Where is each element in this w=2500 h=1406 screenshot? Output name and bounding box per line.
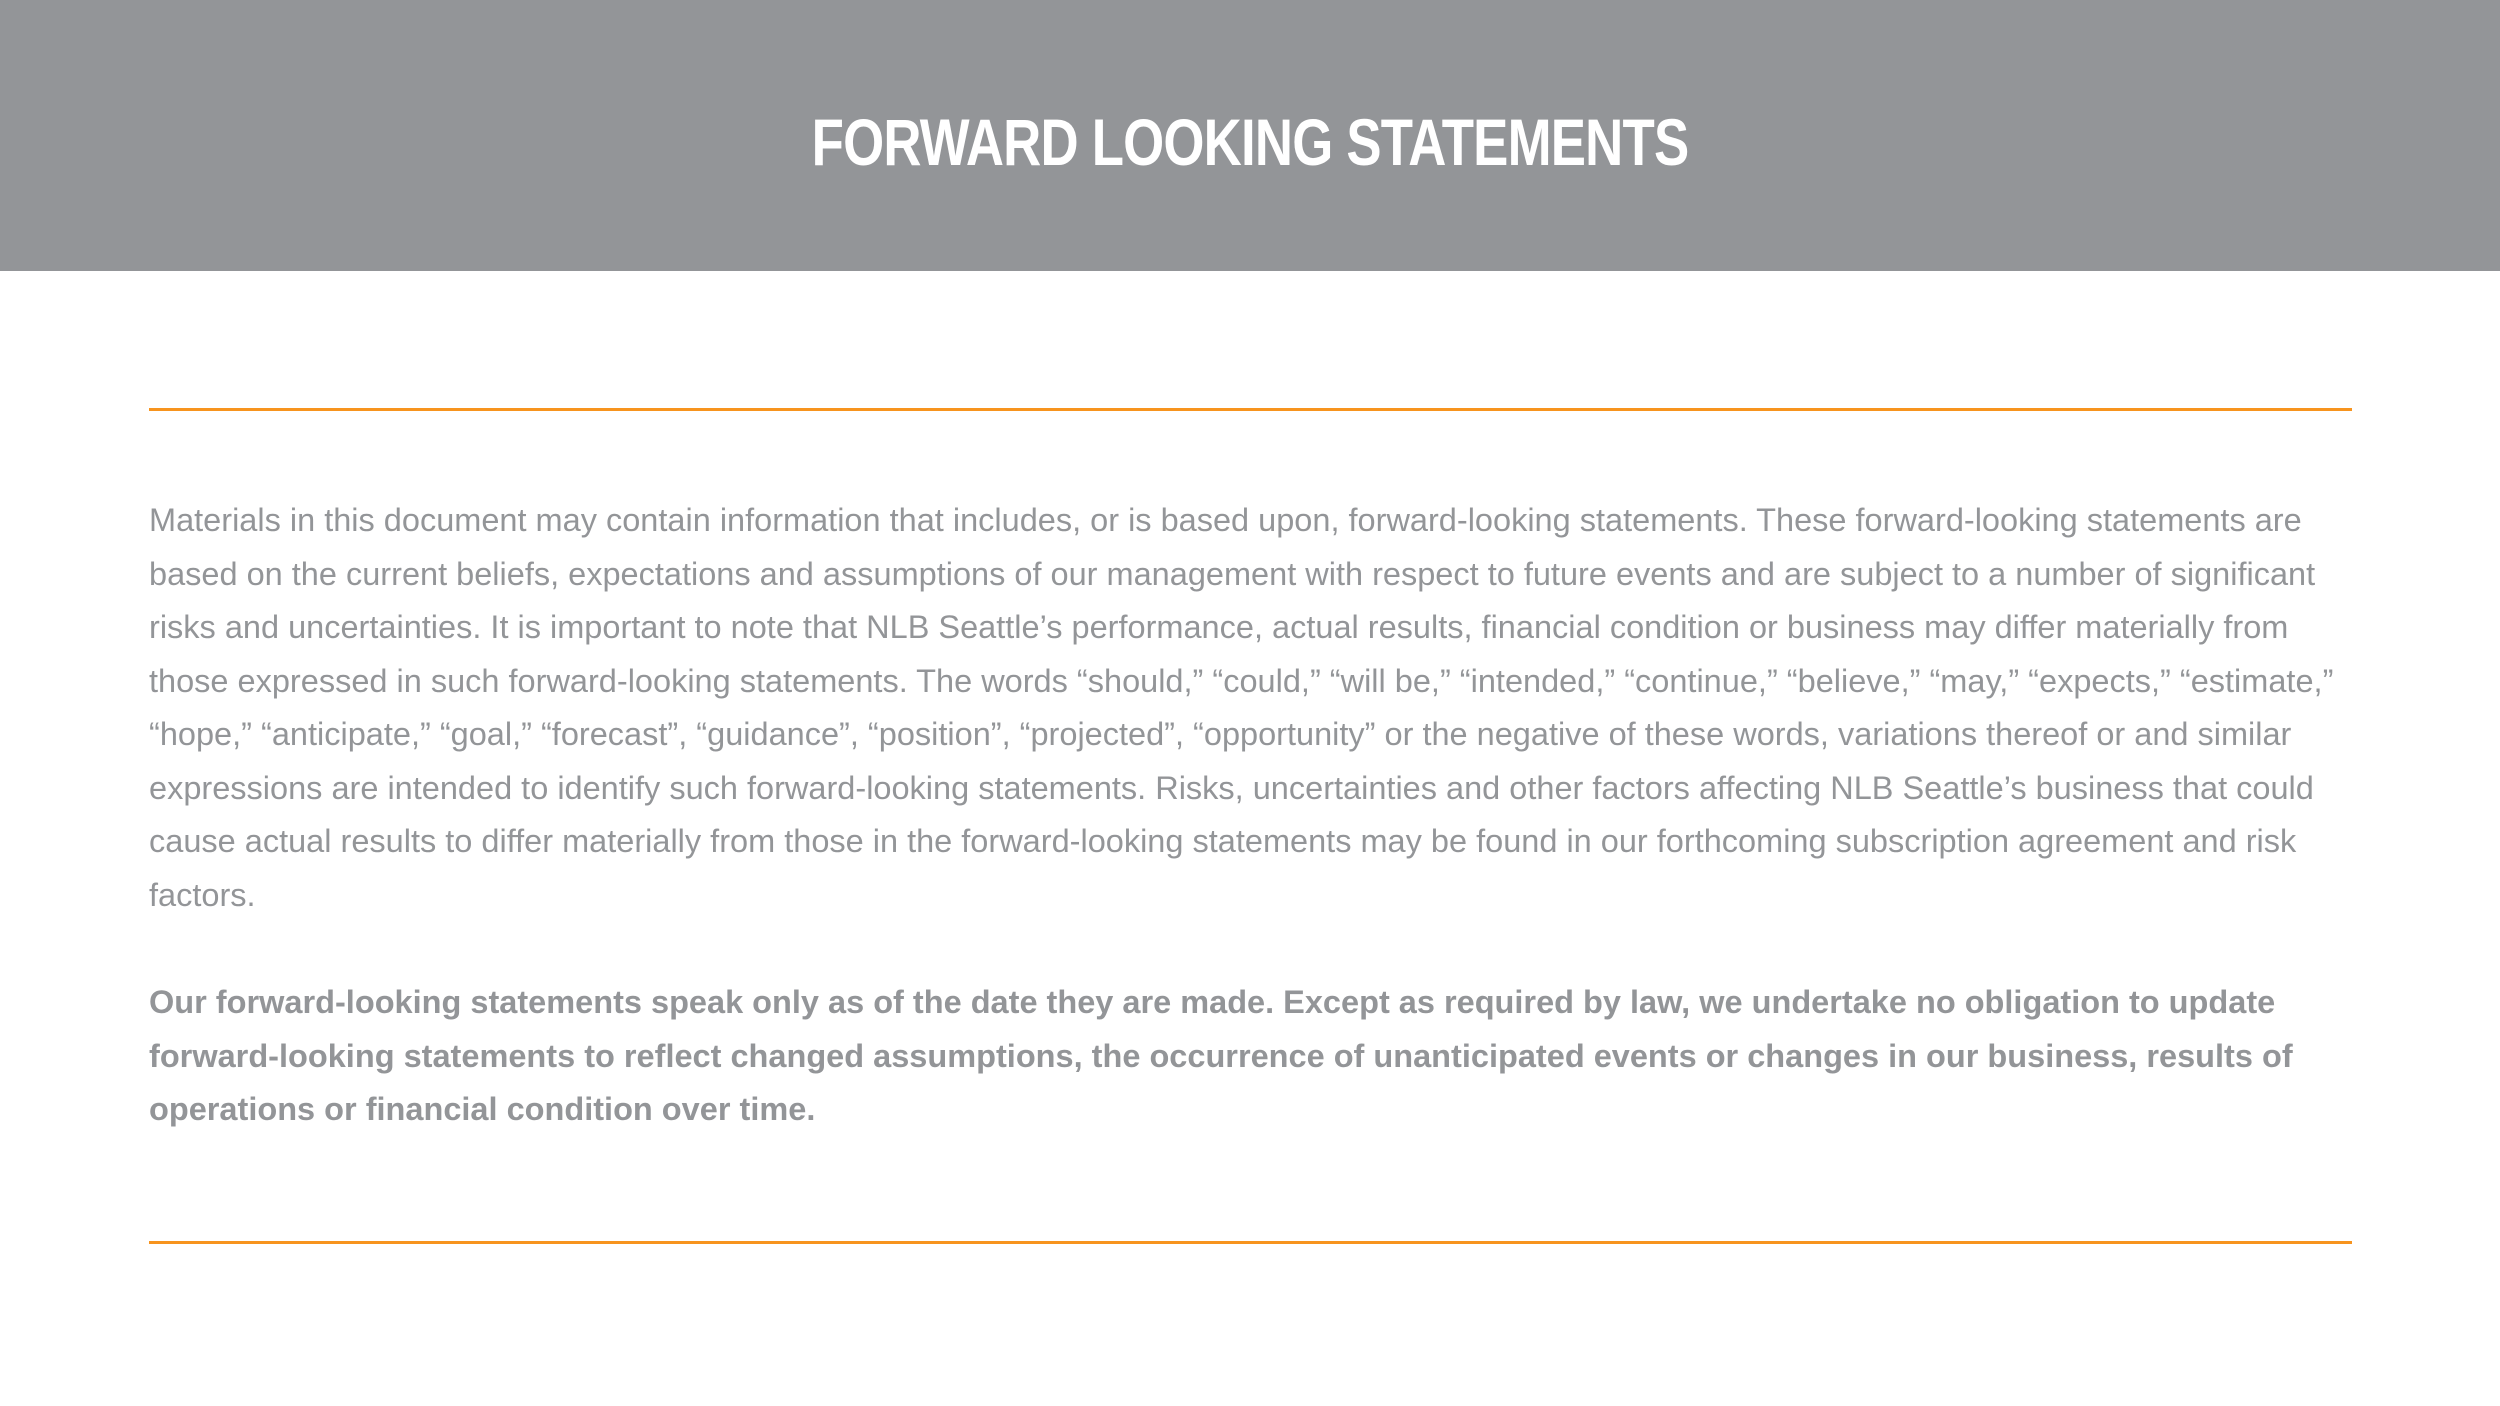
obligation-paragraph: Our forward-looking statements speak only as of the date they are made. Except as required by law, we undertake no obligation to update forward-looking statements to reflect changed assumptions, the occurrence of unanticipated events or changes in our business, results of operations or financial condition over time. [149, 984, 2293, 1127]
bottom-divider [149, 1241, 2352, 1244]
disclaimer-paragraph: Materials in this document may contain information that includes, or is based upon, forward-looking statements. These forward-looking statements are based on the current beliefs, expectations and assumptions of our management with respect to future events and are subject to a number of significant risks and uncertainties. It is important to note that NLB Seattle’s performance, actual results, financial condition or business may differ materially from those expressed in such forward-looking statements. The words “should,” “could,” “will be,” “intended,” “continue,” “believe,” “may,” “expects,” “estimate,” “hope,” “anticipate,” “goal,” “forecast”, “guidance”, “position”, “projected”, “opportunity” or the negative of these words, variations thereof or and similar expressions are intended to identify such forward-looking statements. Risks, uncertainties and other factors affecting NLB Seattle’s business that could cause actual results to differ materially from those in the forward-looking statements may be found in our forthcoming subscription agreement and risk factors. [149, 502, 2334, 913]
top-divider [149, 408, 2352, 411]
page-title: FORWARD LOOKING STATEMENTS [811, 105, 1689, 179]
